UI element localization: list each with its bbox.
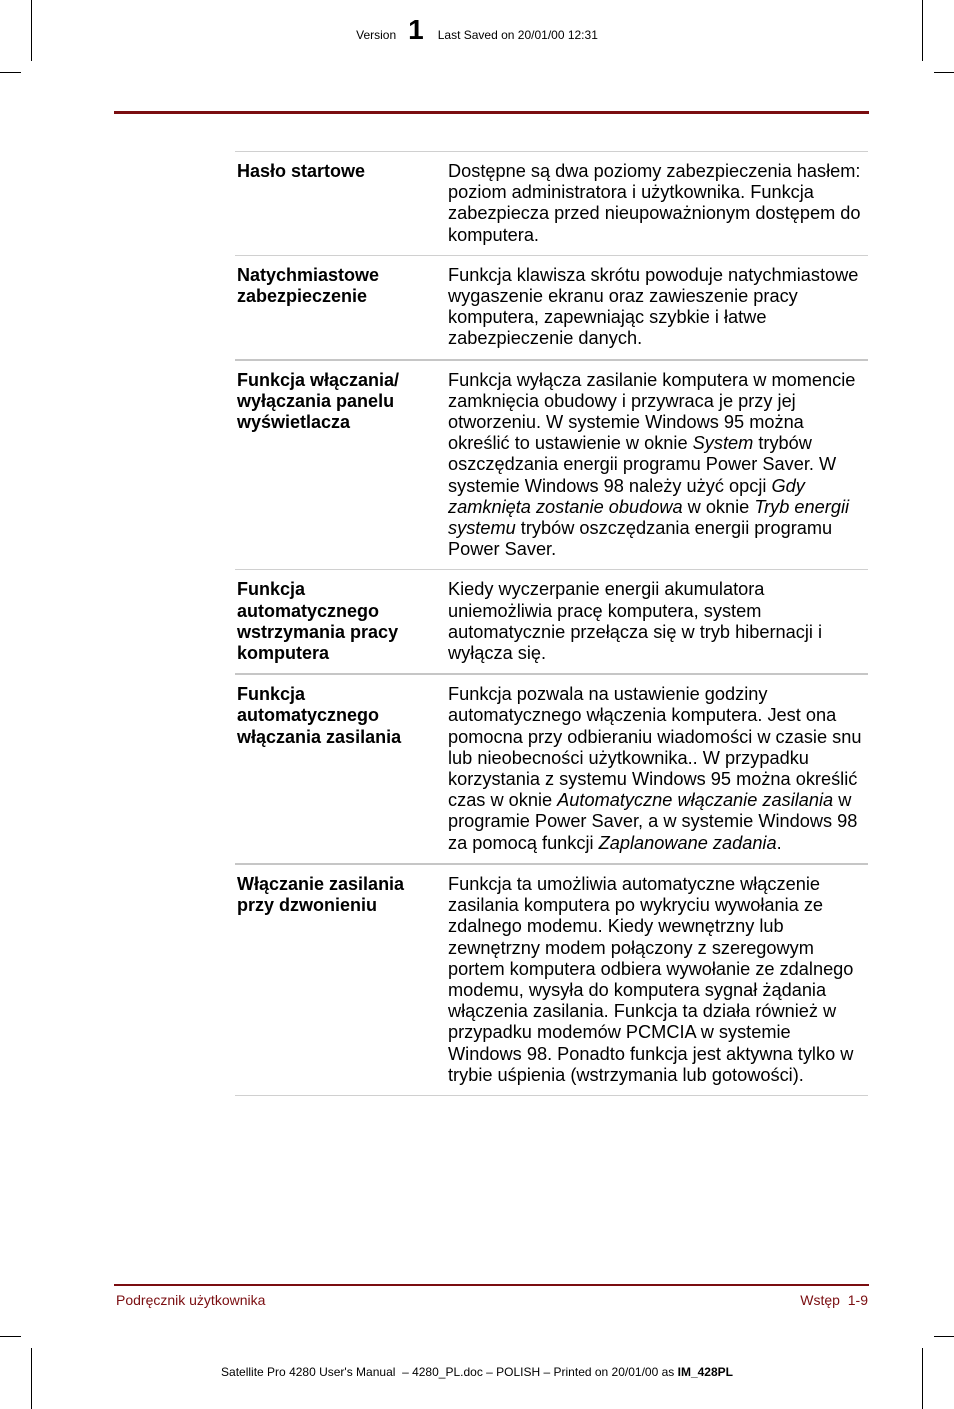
text-segment: Dostępne są dwa poziomy zabezpieczenia hasłem: poziom administratora i użytkownika. Funkcja zabezpiecza przed nieupoważnionym dostępem do komputera. [448, 161, 861, 245]
crop-mark [0, 1336, 21, 1337]
feature-term: Funkcja automatycznego wstrzymania pracy komputera [237, 579, 399, 664]
feature-description [446, 370, 868, 561]
version-label: Version [356, 28, 397, 42]
feature-term: Funkcja automatycznego włączania zasilania [237, 684, 402, 747]
text-segment: Kiedy wyczerpanie energii akumulatora uniemożliwia pracę komputera, system automatycznie przełącza się w tryb hibernacji i wyłącza się. [448, 579, 823, 664]
print-text: Satellite Pro 4280 User's Manual – 4280_PL.doc – POLISH – Printed on 20/01/00 as [221, 1365, 678, 1379]
text-segment: Funkcja klawisza skrótu powoduje natychmiastowe wygaszenie ekranu oraz zawieszenie pracy komputera, zapewniając szybkie i łatwe zabezpieczenie danych. [448, 264, 859, 349]
text-segment: w oknie [682, 496, 755, 517]
feature-description [446, 161, 868, 246]
feature-table [235, 151, 868, 1096]
text-segment: Funkcja ta umożliwia automatyczne włączenie zasilania komputera po wykryciu wywołania ze zdalnego modemu. Kiedy wewnętrzny lub zewnętrzny modem połączony z szeregowym portem komputera odbiera wywołanie ze zdalnego modemu, wysyła do komputera sygnał żądania włączenia zasilania. Funkcja ta działa również w przypadku modemów PCMCIA w systemie Windows 98. Ponadto funkcja jest aktywna tylko w trybie uśpienia (wstrzymania lub gotowości). [448, 873, 854, 1085]
footer-page-number: Wstęp 1-9 [800, 1292, 868, 1308]
header-rule [114, 111, 869, 114]
text-segment: trybów oszczędzania energii programu Power Saver. W systemie Windows 98 należy użyć opcji [448, 433, 837, 496]
footer-manual-title: Podręcznik użytkownika [116, 1292, 266, 1308]
feature-term: Hasło startowe [237, 161, 366, 181]
last-saved: Last Saved on 20/01/00 12:31 [437, 28, 598, 42]
crop-mark [934, 72, 954, 73]
italic-text: Automatyczne włączanie zasilania [557, 790, 834, 811]
italic-text: System [692, 433, 754, 454]
text-segment: w programie Power Saver, a w systemie Windows 98 za pomocą funkcji [448, 790, 858, 853]
table-row [235, 359, 868, 570]
version-number: 1 [408, 14, 424, 45]
table-row [235, 673, 868, 863]
crop-mark [934, 1336, 954, 1337]
print-info [0, 1365, 954, 1379]
footer-rule [114, 1284, 869, 1286]
italic-text: Gdy zamknięta zostanie obudowa [448, 475, 805, 517]
crop-mark [0, 72, 21, 73]
feature-description [446, 265, 868, 350]
print-doc-id: IM_428PL [677, 1365, 733, 1379]
table-row [235, 151, 868, 255]
feature-term: Włączanie zasilania przy dzwonieniu [237, 873, 405, 916]
feature-description [446, 684, 868, 854]
feature-term: Natychmiastowe zabezpieczenie [237, 264, 380, 307]
version-header [0, 14, 954, 45]
italic-text: Zaplanowane zadania [598, 832, 777, 853]
text-segment: . [776, 832, 782, 853]
feature-term: Funkcja włączania/ wyłączania panelu wyświetlacza [237, 369, 400, 433]
feature-description [446, 579, 868, 664]
text-segment: trybów oszczędzania energii programu Power Saver. [448, 518, 833, 560]
table-row [235, 255, 868, 359]
feature-description [446, 874, 868, 1086]
text-segment: Funkcja wyłącza zasilanie komputera w momencie zamknięcia obudowy i przywraca je przy jej otworzeniu. W systemie Windows 95 można określić to ustawienie w oknie [448, 369, 856, 454]
table-row [235, 863, 868, 1096]
table-row [235, 569, 868, 673]
text-segment: Funkcja pozwala na ustawienie godziny automatycznego włączenia komputera. Jest ona pomocna przy odbieraniu wiadomości w czasie snu lub nieobecności użytkownika.. W przypadku korzystania z systemu Windows 95 można określić czas w oknie [448, 684, 862, 811]
italic-text: Tryb energii systemu [448, 496, 850, 539]
